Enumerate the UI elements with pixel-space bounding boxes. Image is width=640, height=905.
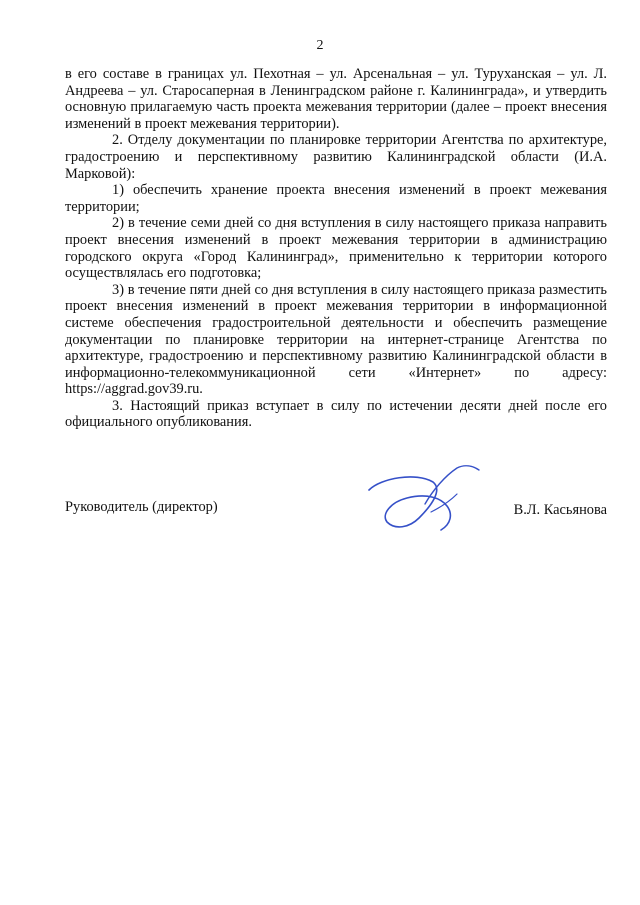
signature-block: [65, 492, 607, 532]
document-body: [65, 66, 607, 431]
paragraph-item-3: 3. Настоящий приказ вступает в силу по истечении десяти дней после его официального опубликования.: [65, 397, 607, 431]
paragraph-subitem-2: 2) в течение семи дней со дня вступления в силу настоящего приказа направить проект внесения изменений в проект межевания территории в администрацию городского округа «Город Калининград», применительно к территории которого осуществлялась его подготовка;: [65, 215, 607, 282]
paragraph-continuation: в его составе в границах ул. Пехотная – ул. Арсенальная – ул. Туруханская – ул. Л. Андреева – ул. Старосаперная в Ленинградском районе г. Калининграда», и утвердить основную прилагаемую часть проекта межевания территории (далее – проект внесения изменений в проект межевания территории).: [65, 66, 607, 132]
signatory-name: В.Л. Касьянова: [513, 502, 607, 518]
page-number: 2: [316, 38, 324, 53]
signatory-title: Руководитель (директор): [65, 499, 218, 515]
paragraph-item-2: 2. Отделу документации по планировке территории Агентства по архитектуре, градостроению и перспективному развитию Калининградской области (И.А. Марковой):: [65, 132, 607, 182]
paragraph-subitem-3: 3) в течение пяти дней со дня вступления в силу настоящего приказа разместить проект внесения изменений в проект межевания территории в информационной системе обеспечения градостроительной деятельности и обеспечить размещение документации по планировке территории на интернет-странице Агентства по архитектуре, градостроению и перспективному развитию Калининградской области в информационно-телекоммуникационной сети «Интернет» по адресу: https://aggrad.gov39.ru.: [65, 281, 607, 398]
paragraph-subitem-1: 1) обеспечить хранение проекта внесения изменений в проект межевания территории;: [65, 182, 607, 215]
handwritten-signature: [361, 460, 491, 540]
